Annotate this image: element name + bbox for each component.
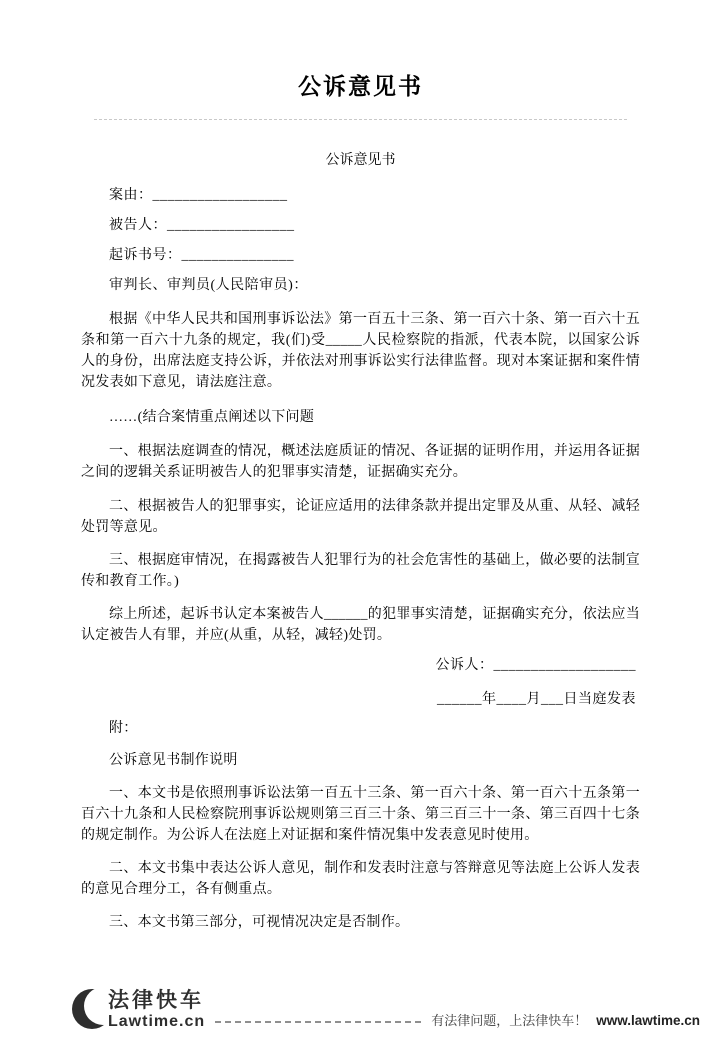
- footer-url-link[interactable]: www.lawtime.cn: [596, 1012, 700, 1028]
- site-footer: [72, 984, 700, 1030]
- notes-title: 公诉意见书制作说明: [109, 753, 238, 768]
- paragraph-outline-note: ……(结合案情重点阐述以下问题: [109, 410, 315, 425]
- brand-name-en: Lawtime.cn: [108, 1013, 206, 1030]
- field-defendant: 被告人：_________________: [109, 218, 295, 233]
- doc-subtitle: 公诉意见书: [325, 153, 396, 168]
- field-case-cause: 案由：__________________: [109, 188, 288, 203]
- case-fields: [81, 185, 640, 296]
- lawtime-logo[interactable]: [72, 984, 205, 1030]
- paragraph-point-1: 一、根据法庭调查的情况，概述法庭质证的情况、各证据的证明作用，并运用各证据之间的逻辑关系证明被告人的犯罪事实清楚，证据确实充分。: [81, 444, 640, 480]
- prosecutor-signature-line: 公诉人：___________________: [435, 658, 636, 673]
- note-paragraph-1: 一、本文书是依照刑事诉讼法第一百五十三条、第一百六十条、第一百六十五条第一百六十九条和人民检察院刑事诉讼规则第三百三十条、第三百三十一条、第三百四十七条的规定制作。为公诉人在法庭上对证据和案件情况集中发表意见时使用。: [81, 786, 640, 843]
- field-indictment-number: 起诉书号：_______________: [109, 248, 294, 263]
- field-judges: 审判长、审判员(人民陪审员)：: [109, 278, 308, 293]
- brand-text: [108, 990, 205, 1030]
- note-paragraph-2: 二、本文书集中表达公诉人意见，制作和发表时注意与答辩意见等法庭上公诉人发表的意见合理分工，各有侧重点。: [81, 861, 640, 897]
- brand-name-cn: 法律快车: [108, 989, 204, 1012]
- footer-dash-divider: [215, 1021, 421, 1023]
- paragraph-conclusion: 综上所述，起诉书认定本案被告人______的犯罪事实清楚，证据确实充分，依法应当认定被告人有罪，并应(从重，从轻，减轻)处罚。: [81, 607, 640, 643]
- paragraph-point-3: 三、根据庭审情况，在揭露被告人犯罪行为的社会危害性的基础上，做必要的法制宣传和教育工作。): [81, 553, 640, 589]
- attachment-label: 附：: [109, 721, 138, 736]
- title-divider: [94, 119, 627, 120]
- paragraph-legal-basis: 根据《中华人民共和国刑事诉讼法》第一百五十三条、第一百六十条、第一百六十五条和第一百六十九条的规定，我(们)受_____人民检察院的指派，代表本院，以国家公诉人的身份，出席法庭支持公诉，并依法对刑事诉讼实行法律监督。现对本案证据和案件情况发表如下意见，请法庭注意。: [81, 312, 640, 390]
- note-paragraph-3: 三、本文书第三部分，可视情况决定是否制作。: [109, 915, 410, 930]
- footer-tagline: 有法律问题，上法律快车！: [431, 1013, 588, 1028]
- crescent-swoosh-icon: [72, 984, 106, 1030]
- paragraph-point-2: 二、根据被告人的犯罪事实，论证应适用的法律条款并提出定罪及从重、从轻、减轻处罚等意见。: [81, 499, 640, 535]
- page-title: 公诉意见书: [298, 74, 423, 99]
- date-line: ______年____月___日当庭发表: [437, 692, 636, 707]
- signature-block: [81, 655, 640, 710]
